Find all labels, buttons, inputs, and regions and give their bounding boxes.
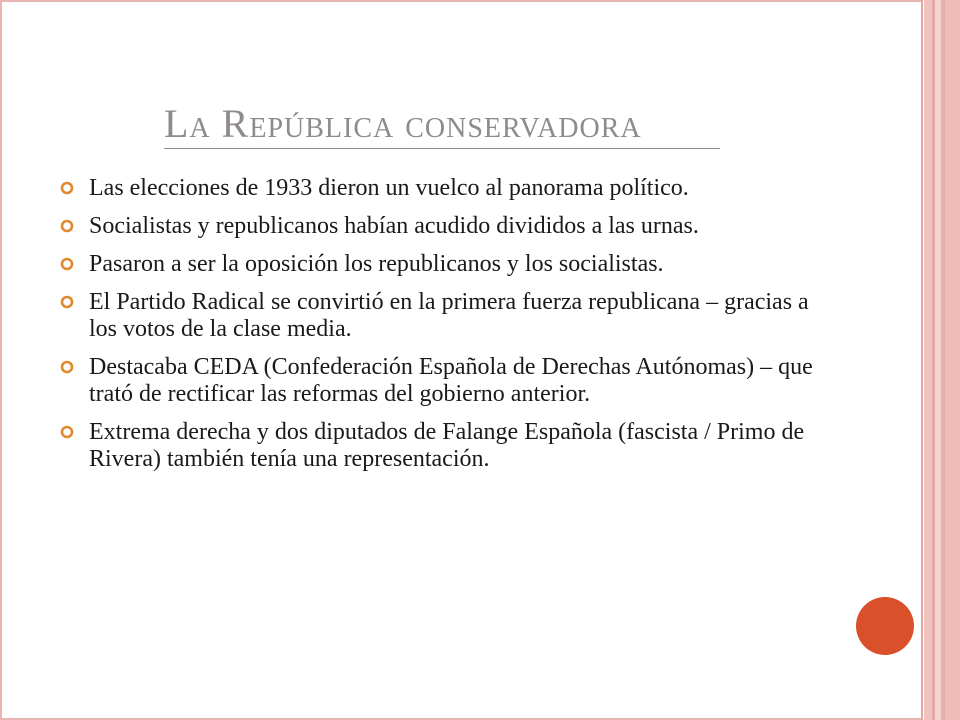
frame-left-border bbox=[0, 0, 2, 720]
ring-bullet-icon bbox=[60, 360, 74, 374]
list-item bbox=[60, 354, 840, 408]
decorative-stripe bbox=[921, 0, 923, 720]
list-item bbox=[60, 175, 840, 202]
bullet-text: El Partido Radical se convirtió en la primera fuerza republicana – gracias a los votos de la clase media. bbox=[89, 289, 809, 342]
decorative-stripe bbox=[945, 0, 960, 720]
bullet-text: Las elecciones de 1933 dieron un vuelco al panorama político. bbox=[89, 175, 689, 201]
bullet-list bbox=[60, 175, 840, 484]
ring-bullet-icon bbox=[60, 219, 74, 233]
ring-bullet-icon bbox=[60, 257, 74, 271]
title-underline bbox=[164, 148, 720, 149]
ring-bullet-icon bbox=[60, 425, 74, 439]
bullet-text: Destacaba CEDA (Confederación Española de Derechas Autónomas) – que trató de rectificar las reformas del gobierno anterior. bbox=[89, 354, 813, 407]
bullet-text: Socialistas y republicanos habían acudido divididos a las urnas. bbox=[89, 213, 699, 239]
bullet-text: Pasaron a ser la oposición los republicanos y los socialistas. bbox=[89, 251, 664, 277]
ring-bullet-icon bbox=[60, 295, 74, 309]
frame-top-border bbox=[0, 0, 922, 2]
slide-title: La República conservadora bbox=[164, 101, 642, 146]
list-item bbox=[60, 251, 840, 278]
decorative-stripe bbox=[924, 0, 932, 720]
list-item bbox=[60, 289, 840, 343]
accent-circle bbox=[856, 597, 914, 655]
ring-bullet-icon bbox=[60, 181, 74, 195]
list-item bbox=[60, 419, 840, 473]
list-item bbox=[60, 213, 840, 240]
bullet-text: Extrema derecha y dos diputados de Falange Española (fascista / Primo de Rivera) también tenía una representación. bbox=[89, 419, 805, 472]
